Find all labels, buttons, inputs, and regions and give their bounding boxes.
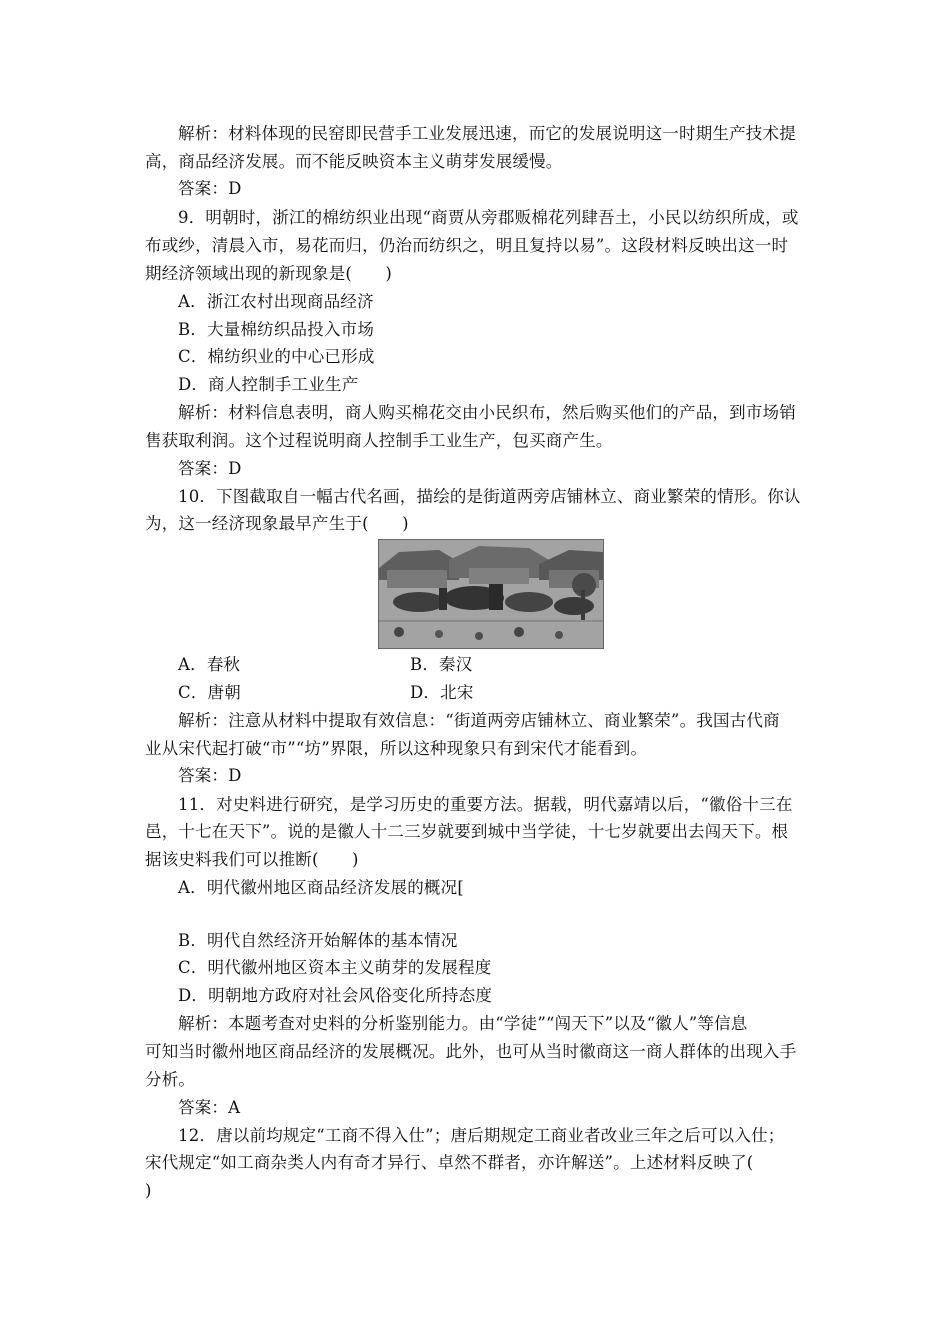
q11-stem-line-2: 邑，十七在天下”。说的是徽人十二三岁就要到城中当学徒，十七岁就要出去闯天下。根	[145, 822, 789, 841]
q10-option-c: C．唐朝	[178, 683, 241, 702]
q9-analysis-line-2: 售获取利润。这个过程说明商人控制手工业生产，包买商产生。	[145, 431, 613, 450]
q10-options-row-2	[178, 683, 843, 703]
q10-option-d: D．北宋	[410, 683, 474, 702]
q11-analysis-line-2: 可知当时徽州地区商品经济的发展概况。此外，也可从当时徽商这一商人群体的出现入手	[145, 1042, 797, 1061]
q11-option-c: C．明代徽州地区资本主义萌芽的发展程度	[178, 958, 492, 977]
q9-option-c: C．棉纺织业的中心已形成	[178, 347, 375, 366]
q9-option-a: A．浙江农村出现商品经济	[178, 292, 374, 311]
q9-stem-line-2: 布或纱，清晨入市，易花而归，仍治而纺织之，明且复持以易”。这段材料反映出这一时	[145, 236, 789, 255]
q10-options-row-1	[178, 655, 843, 675]
q10-option-b: B．秦汉	[410, 655, 473, 674]
q11-stem-line-1: 11．对史料进行研究，是学习历史的重要方法。据载，明代嘉靖以后，“徽俗十三在	[178, 795, 793, 814]
q11-analysis-line-3: 分析。	[145, 1070, 196, 1089]
q11-option-d: D．明朝地方政府对社会风俗变化所持态度	[178, 986, 493, 1005]
q10-answer: 答案：D	[178, 766, 242, 785]
q11-option-a: A．明代徽州地区商品经济发展的概况[	[178, 878, 464, 897]
q10-option-a: A．春秋	[178, 655, 241, 674]
q8-answer: 答案：D	[178, 179, 242, 198]
q10-stem-line-1: 10．下图截取自一幅古代名画，描绘的是街道两旁店铺林立、商业繁荣的情形。你认	[178, 487, 801, 506]
q10-stem-line-2: 为，这一经济现象最早产生于( )	[145, 514, 409, 533]
q11-answer: 答案：A	[178, 1098, 241, 1117]
q10-analysis-line-2: 业从宋代起打破“市”“坊”界限，所以这种现象只有到宋代才能看到。	[145, 739, 648, 758]
q10-analysis-line-1: 解析：注意从材料中提取有效信息：“街道两旁店铺林立、商业繁荣”。我国古代商	[178, 711, 780, 730]
q11-option-b: B．明代自然经济开始解体的基本情况	[178, 931, 458, 950]
q11-stem-line-3: 据该史料我们可以推断( )	[145, 850, 359, 869]
q9-option-b: B．大量棉纺织品投入市场	[178, 320, 375, 339]
q12-stem-line-2: 宋代规定“如工商杂类人内有奇才异行、卓然不群者，亦许解送”。上述材料反映了(	[145, 1153, 754, 1172]
q9-option-d: D．商人控制手工业生产	[178, 375, 359, 394]
q9-stem-line-1: 9．明朝时，浙江的棉纺织业出现“商贾从旁郡贩棉花列肆吾土，小民以纺织所成，或	[178, 208, 799, 227]
q12-stem-line-1: 12．唐以前均规定“工商不得入仕”；唐后期规定工商业者改业三年之后可以入仕；	[178, 1126, 785, 1145]
q9-analysis-line-1: 解析：材料信息表明，商人购买棉花交由小民织布，然后购买他们的产品，到市场销	[178, 403, 796, 422]
q8-analysis-line-1: 解析：材料体现的民窑即民营手工业发展迅速，而它的发展说明这一时期生产技术提	[178, 124, 796, 143]
q8-analysis-line-2: 高，商品经济发展。而不能反映资本主义萌芽发展缓慢。	[145, 152, 563, 171]
q12-stem-line-3: )	[145, 1181, 152, 1200]
q9-stem-line-3: 期经济领域出现的新现象是( )	[145, 264, 393, 283]
ancient-painting-image	[378, 539, 604, 649]
q11-analysis-line-1: 解析：本题考查对史料的分析鉴别能力。由“学徒”“闯天下”以及“徽人”等信息	[178, 1014, 748, 1033]
q9-answer: 答案：D	[178, 459, 242, 478]
painting-scene-icon	[379, 540, 603, 648]
